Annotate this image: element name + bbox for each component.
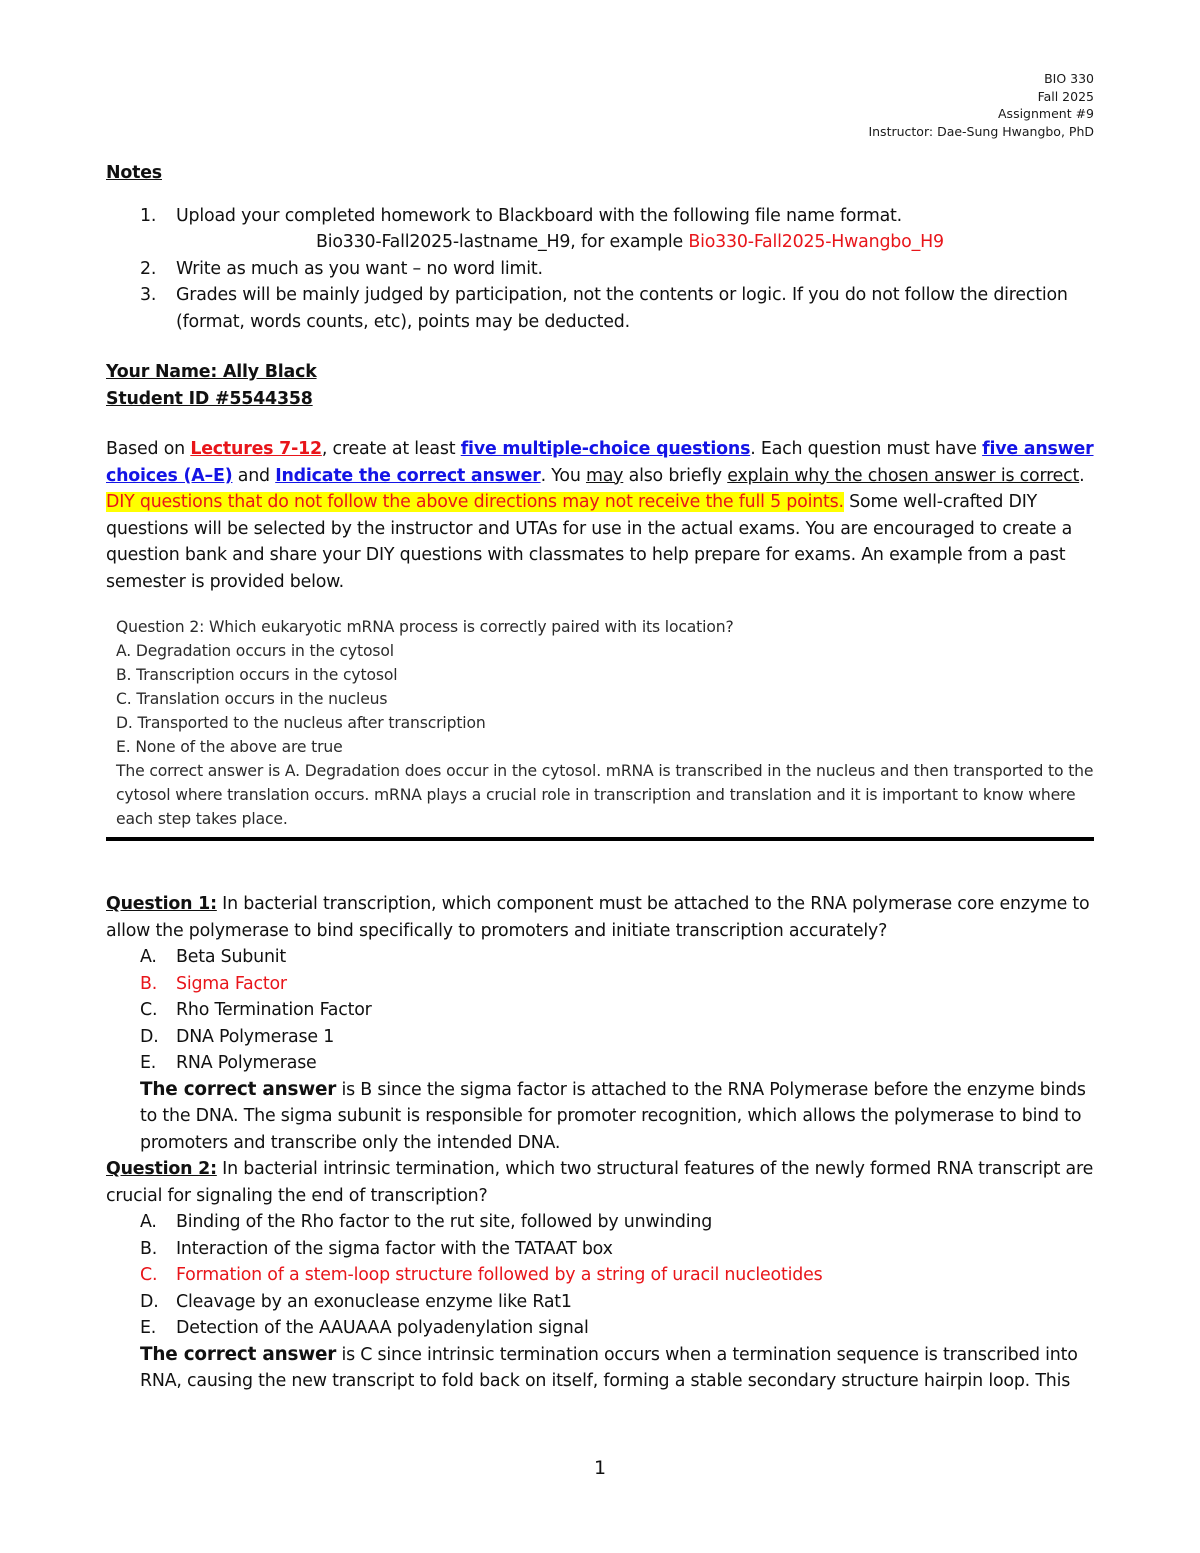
notes-heading: Notes — [106, 163, 162, 183]
option-item — [106, 944, 1096, 971]
answer-text: is C since intrinsic termination occurs when a termination sequence is transcribed into RNA, causing the new transcript to fold back on itself, forming a stable secondary structure hairpin loop. This — [140, 1344, 1078, 1391]
example-option: C. Translation occurs in the nucleus — [116, 690, 388, 708]
may-emphasis: may — [585, 465, 624, 486]
lectures-range: Lectures 7-12 — [190, 439, 322, 459]
indicate-answer-emphasis: Indicate the correct answer — [275, 465, 541, 486]
option-item — [106, 1024, 1096, 1051]
option-letter: D. — [140, 1026, 159, 1047]
instructions-text: , create at least — [321, 439, 461, 459]
option-text: Binding of the Rho factor to the rut site, followed by unwinding — [176, 1212, 713, 1232]
notes-item-text: Grades will be mainly judged by participation, not the contents or logic. If you do not follow the direction (format, words counts, etc), points may be deducted. — [176, 285, 1068, 332]
questions-section — [106, 891, 1096, 1395]
option-text: Formation of a stem-loop structure followed by a string of uracil nucleotides — [176, 1265, 823, 1285]
notes-item — [106, 203, 1096, 256]
example-option: A. Degradation occurs in the cytosol — [116, 642, 394, 660]
example-answer: The correct answer is A. Degradation does occur in the cytosol. mRNA is transcribed in the nucleus and then transported to the cytosol where translation occurs. mRNA plays a crucial role in transcription and translation and it is important to know where each step takes place. — [116, 762, 1094, 828]
notes-item-number: 1. — [140, 205, 157, 226]
option-letter: D. — [140, 1291, 159, 1312]
option-item — [106, 1050, 1096, 1077]
assignment-number: Assignment #9 — [998, 106, 1094, 121]
question-text — [106, 1156, 1096, 1209]
option-letter: B. — [140, 973, 158, 994]
document-body — [106, 160, 1096, 1395]
notes-list — [106, 203, 1096, 336]
option-text: Detection of the AAUAAA polyadenylation signal — [176, 1318, 589, 1338]
instructions-text: . You — [540, 465, 586, 486]
option-text: DNA Polymerase 1 — [176, 1026, 335, 1047]
option-letter: A. — [140, 947, 157, 967]
question-body: In bacterial transcription, which component must be attached to the RNA polymerase core enzyme to allow the polymerase to bind specifically to promoters and initiate transcription accurately? — [106, 894, 1090, 941]
answer-explanation — [106, 1342, 1096, 1395]
course-code: BIO 330 — [1044, 71, 1094, 86]
student-name: Your Name: Ally Black — [106, 362, 317, 382]
option-list — [106, 944, 1096, 1077]
example-option: E. None of the above are true — [116, 738, 343, 756]
section-divider — [106, 837, 1094, 841]
option-letter: C. — [140, 1265, 158, 1285]
question-label: Question 1: — [106, 894, 217, 914]
instructions-text: . Each question must have — [750, 439, 983, 459]
option-item-correct — [106, 1262, 1096, 1289]
page-number: 1 — [593, 1457, 607, 1479]
notes-item-number: 2. — [140, 258, 157, 279]
option-letter: E. — [140, 1318, 157, 1338]
option-item — [106, 1289, 1096, 1316]
example-question-text: Question 2: Which eukaryotic mRNA process is correctly paired with its location? — [116, 618, 734, 636]
instructions-text: also briefly — [623, 465, 728, 486]
instructions-text: and — [232, 465, 276, 486]
option-item — [106, 1209, 1096, 1236]
student-id: Student ID #5544358 — [106, 388, 313, 409]
option-text: Beta Subunit — [176, 947, 287, 967]
option-item — [106, 1315, 1096, 1342]
option-item-correct — [106, 971, 1096, 998]
example-option: B. Transcription occurs in the cytosol — [116, 666, 398, 684]
instructor-name: Instructor: Dae-Sung Hwangbo, PhD — [868, 123, 1094, 139]
answer-label: The correct answer — [140, 1343, 337, 1365]
option-letter: A. — [140, 1212, 157, 1232]
example-question-image — [106, 615, 1096, 831]
question-body: In bacterial intrinsic termination, which two structural features of the newly formed RNA transcript are crucial for signaling the end of transcription? — [106, 1159, 1094, 1206]
instructions-text: Some well-crafted DIY questions will be selected by the instructor and UTAs for use in the actual exams. You are encouraged to create a question bank and share your DIY questions with classmates to help prepare for exams. An example from a past semester is provided below. — [106, 492, 1073, 592]
answer-text: is B since the sigma factor is attached to the RNA Polymerase before the enzyme binds to the DNA. The sigma subunit is responsible for promoter recognition, which allows the polymerase to bind to promoters and transcribe only the intended DNA. — [140, 1079, 1086, 1153]
instructions-text: . — [1079, 465, 1085, 486]
question-block — [106, 1156, 1096, 1395]
notes-item — [106, 256, 1096, 283]
option-letter: C. — [140, 1000, 158, 1020]
option-item — [106, 1236, 1096, 1263]
example-option: D. Transported to the nucleus after transcription — [116, 714, 486, 732]
option-text: Cleavage by an exonuclease enzyme like Rat1 — [176, 1291, 572, 1312]
five-mcq-emphasis: five multiple-choice questions — [460, 439, 751, 459]
explain-emphasis: explain why the chosen answer is correct — [727, 465, 1080, 486]
instructions-paragraph — [106, 436, 1096, 595]
term: Fall 2025 — [1037, 88, 1094, 104]
notes-item — [106, 282, 1096, 335]
instructions-text: Based on — [106, 439, 191, 459]
option-text: Rho Termination Factor — [176, 1000, 372, 1020]
question-text — [106, 891, 1096, 944]
notes-item-text: Write as much as you want – no word limit. — [176, 258, 543, 279]
option-letter: E. — [140, 1053, 157, 1073]
file-format-example: Bio330-Fall2025-Hwangbo_H9 — [688, 232, 944, 252]
option-text: Interaction of the sigma factor with the TATAAT box — [176, 1238, 613, 1259]
answer-label: The correct answer — [140, 1078, 337, 1100]
option-text: Sigma Factor — [176, 973, 287, 994]
document-header — [868, 70, 1094, 140]
notes-item-number: 3. — [140, 285, 157, 305]
notes-item-text: Upload your completed homework to Blackboard with the following file name format. — [176, 205, 903, 226]
question-block — [106, 891, 1096, 1156]
warning-highlight: DIY questions that do not follow the above directions may not receive the full 5 points. — [106, 492, 844, 512]
option-item — [106, 997, 1096, 1024]
option-text: RNA Polymerase — [176, 1053, 317, 1073]
five-choices-emphasis: five answer choices (A–E) — [106, 439, 1094, 486]
option-letter: B. — [140, 1238, 158, 1259]
file-format-text: Bio330-Fall2025-lastname_H9, for example — [316, 232, 689, 252]
file-name-format — [176, 229, 1096, 256]
option-list — [106, 1209, 1096, 1342]
question-label: Question 2: — [106, 1159, 217, 1179]
answer-explanation — [106, 1077, 1096, 1157]
